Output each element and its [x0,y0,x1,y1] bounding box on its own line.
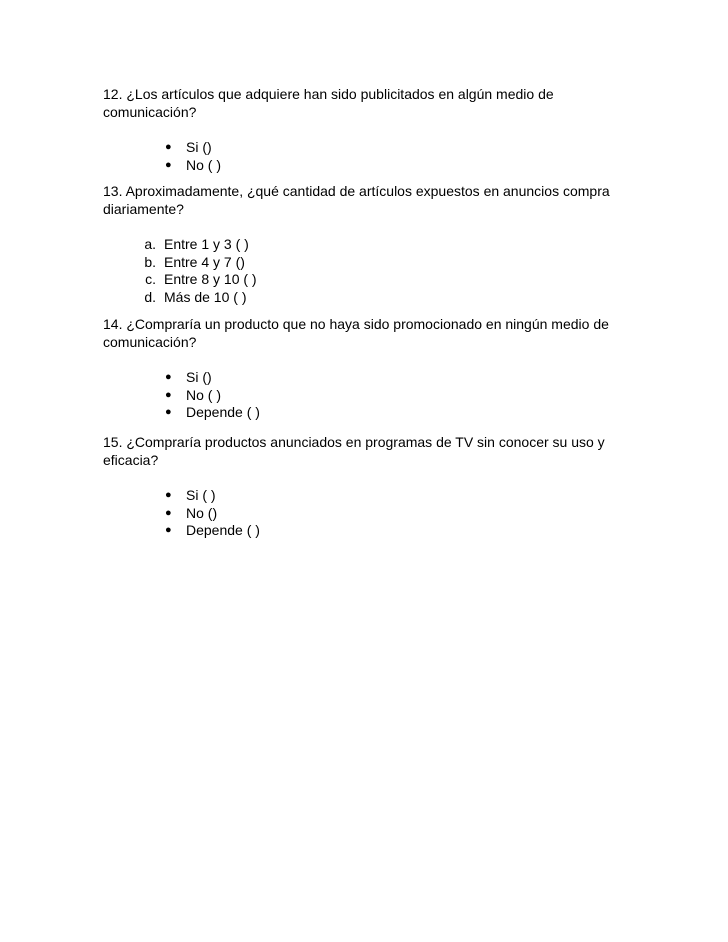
list-letter: d. [144,288,156,305]
question-14 [103,316,633,422]
bullet-icon: ● [165,141,172,153]
question-text: 13. Aproximadamente, ¿qué cantidad de artículos expuestos en anuncios compra diariamente? [103,183,610,217]
bullet-list [103,139,633,174]
option-label: Entre 4 y 7 () [164,253,245,270]
list-item [103,369,633,387]
list-item [103,271,633,289]
list-item [103,236,633,254]
bullet-icon: ● [165,506,172,519]
option-label: Si () [186,369,212,385]
question-15 [103,434,633,540]
bullet-icon: ● [165,388,172,401]
bullet-icon: ● [165,524,172,536]
list-item [103,387,633,405]
question-text: 12. ¿Los artículos que adquiere han sido publicitados en algún medio de comunicación? [103,86,554,120]
bullet-icon: ● [165,158,172,171]
option-label: No ( ) [186,156,221,173]
option-label: No ( ) [186,386,221,403]
list-item [103,139,633,157]
option-label: Depende ( ) [186,404,260,420]
lettered-list [103,236,633,306]
option-label: Si () [186,139,212,155]
bullet-icon: ● [165,489,172,501]
list-item [103,522,633,540]
bullet-list [103,487,633,540]
list-item [103,289,633,307]
list-item [103,487,633,505]
list-item [103,254,633,272]
list-letter: c. [145,271,156,287]
bullet-icon: ● [165,406,172,418]
option-label: Entre 1 y 3 ( ) [164,236,249,252]
bullet-list [103,369,633,422]
list-item [103,157,633,175]
question-text: 15. ¿Compraría productos anunciados en programas de TV sin conocer su uso y eficacia? [103,434,605,468]
list-letter: a. [144,236,156,252]
question-13 [103,183,633,306]
option-label: Depende ( ) [186,522,260,538]
option-label: Si ( ) [186,487,216,503]
bullet-icon: ● [165,371,172,383]
list-letter: b. [144,253,156,270]
question-text: 14. ¿Compraría un producto que no haya sido promocionado en ningún medio de comunicación? [103,316,609,350]
option-label: Entre 8 y 10 ( ) [164,271,257,287]
list-item [103,404,633,422]
option-label: Más de 10 ( ) [164,288,247,305]
option-label: No () [186,504,218,521]
list-item [103,505,633,523]
question-12 [103,86,633,174]
